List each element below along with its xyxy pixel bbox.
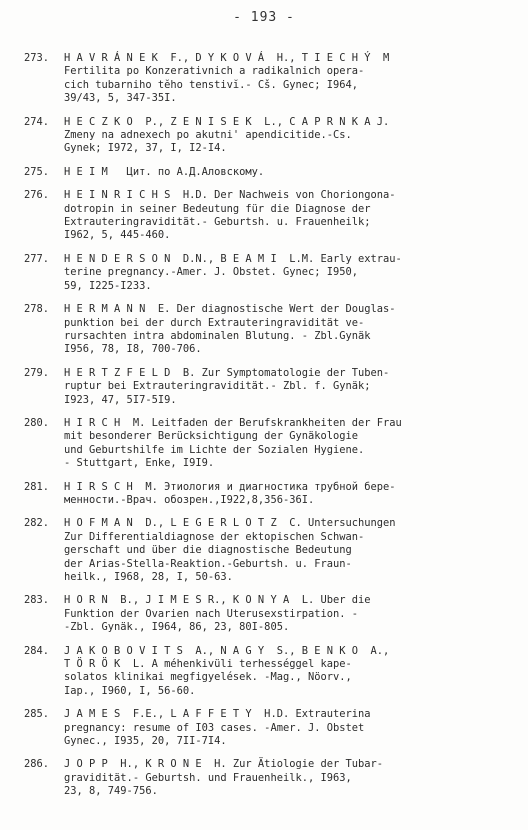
page-number: - 193 - [233, 10, 295, 25]
entry-citation-line: -Zbl. Gynäk., I964, 86, 23, 80I-805. [64, 621, 290, 634]
entry-citation-head: H I R C H M. Leitfaden der Berufskrankheiten der Frau [64, 416, 402, 429]
entry-citation-head: J O P P H., K R O N E H. Zur Ätiologie der Tubar- [64, 758, 384, 771]
entry-citation-line: heilk., I968, 28, I, 50-63. [64, 571, 233, 583]
entry-citation-head: H O R N B., J I M E S R., K O N Y A L. Uber die [64, 594, 371, 607]
entry-citation-line: ruptur bei Extrauteringravidität.- Zbl. f. Gynäk; [64, 380, 371, 393]
entry-citation-head: H E C Z K O P., Z E N I S E K L., C A P R N K A J. [64, 115, 390, 128]
entry-citation-line: gerschaft und über die diagnostische Bedeutung [64, 544, 352, 557]
entry-number: 283. [24, 594, 50, 607]
entry-citation-line: T Ö R Ö K L. A méhenkivüli terhességgel kape- [64, 658, 352, 671]
entry-citation-head: H E N D E R S O N D.N., B E A M I L.M. Early extrau- [64, 252, 402, 265]
entry-citation-line: Gynek; I972, 37, I, I2-I4. [64, 142, 227, 155]
bibliography-entry [24, 166, 516, 179]
entry-number: 281. [24, 480, 50, 493]
entry-citation-head: H E I M Цит. по А.Д.Аловскому. [64, 165, 265, 178]
bibliography-entry [24, 594, 516, 634]
bibliography-entry [24, 116, 516, 156]
entry-citation-line: Fertilita po Konzerativnich a radikalnich opera- [64, 65, 365, 78]
entry-number: 278. [24, 303, 50, 316]
entry-citation-line: gravidität.- Geburtsh. und Frauenheilk., I963, [64, 771, 352, 784]
entry-citation-line: cich tubarniho tĕho tenstivĭ.- Cš. Gynec; I964, [64, 78, 359, 91]
entry-number: 284. [24, 644, 50, 657]
entry-number: 286. [24, 758, 50, 771]
entry-citation-head: H O F M A N D., L E G E R L O T Z C. Untersuchungen [64, 517, 396, 530]
bibliography-list [24, 52, 516, 809]
bibliography-entry [24, 645, 516, 699]
bibliography-entry [24, 481, 516, 508]
entry-citation-line: Zur Differentialdiagnose der ektopischen Schwan- [64, 530, 365, 543]
entry-citation-line: 59, I225-I233. [64, 279, 152, 292]
entry-number: 274. [24, 115, 50, 128]
entry-number: 280. [24, 416, 50, 429]
entry-citation-line: solatos klinikai megfigyelések. -Mag., Nöorv., [64, 671, 352, 684]
entry-citation-line: dotropin in seiner Bedeutung für die Diagnose der [64, 202, 371, 215]
entry-citation-line: 23, 8, 749-756. [64, 785, 158, 798]
entry-citation-line: punktion bei der durch Extrauteringravidität ve- [64, 316, 365, 329]
bibliography-entry [24, 367, 516, 407]
bibliography-entry [24, 517, 516, 584]
entry-citation-line: 39/43, 5, 347-35I. [64, 92, 177, 105]
bibliography-entry [24, 417, 516, 471]
entry-number: 277. [24, 252, 50, 265]
entry-number: 285. [24, 708, 50, 721]
entry-citation-line: Gynec., I935, 20, 7II-7I4. [64, 735, 227, 748]
entry-citation-head: H I R S C H M. Этиология и диагностика трубной бере- [64, 480, 396, 493]
entry-citation-line: Extrauteringravidität.- Geburtsh. u. Frauenheilk; [64, 216, 371, 229]
entry-citation-line: Iap., I960, I, 56-60. [64, 684, 196, 697]
entry-citation-line: I962, 5, 445-460. [64, 229, 171, 242]
entry-citation-line: - Stuttgart, Enke, I9I9. [64, 457, 215, 470]
entry-number: 282. [24, 517, 50, 530]
entry-citation-line: Funktion der Ovarien nach Uterusexstirpation. - [64, 607, 359, 620]
entry-citation-line: I923, 47, 5I7-5I9. [64, 393, 177, 406]
entry-citation-head: H E I N R I C H S H.D. Der Nachweis von Choriongona- [64, 189, 396, 202]
entry-citation-line: менности.-Врач. обозрен.,I922,8,356-36I. [64, 493, 315, 506]
entry-citation-line: pregnancy: resume of I03 cases. -Amer. J. Obstet [64, 721, 365, 734]
bibliography-entry [24, 758, 516, 798]
entry-citation-head: H E R T Z F E L D B. Zur Symptomatologie der Tuben- [64, 366, 390, 379]
entry-citation-head: H A V R Á N E K F., D Y K O V Á H., T I E C H Ý M [64, 52, 390, 64]
entry-number: 276. [24, 189, 50, 202]
entry-citation-line: mit besonderer Berücksichtigung der Gynäkologie [64, 430, 359, 443]
entry-citation-line: terine pregnancy.-Amer. J. Obstet. Gynec; I950, [64, 266, 359, 279]
entry-citation-line: I956, 78, I8, 700-706. [64, 343, 202, 356]
entry-citation-line: Zmeny na adnexech po akutni' apendicitide.-Cs. [64, 129, 352, 142]
entry-citation-head: J A K O B O V I T S A., N A G Y S., B E N K O A., [64, 644, 390, 657]
bibliography-entry [24, 303, 516, 357]
entry-number: 275. [24, 165, 50, 178]
entry-number: 273. [24, 52, 50, 64]
entry-citation-line: und Geburtshilfe im Lichte der Sozialen Hygiene. [64, 443, 365, 456]
bibliography-entry [24, 189, 516, 243]
entry-citation-head: H E R M A N N E. Der diagnostische Wert der Douglas- [64, 303, 396, 316]
entry-citation-head: J A M E S F.E., L A F F E T Y H.D. Extrauterina [64, 708, 371, 721]
bibliography-entry [24, 253, 516, 293]
entry-citation-line: rursachten intra abdominalen Blutung. - Zbl.Gynäk [64, 329, 371, 342]
bibliography-entry [24, 52, 516, 106]
bibliography-entry [24, 708, 516, 748]
entry-citation-line: der Arias-Stella-Reaktion.-Geburtsh. u. Fraun- [64, 557, 352, 570]
entry-number: 279. [24, 366, 50, 379]
